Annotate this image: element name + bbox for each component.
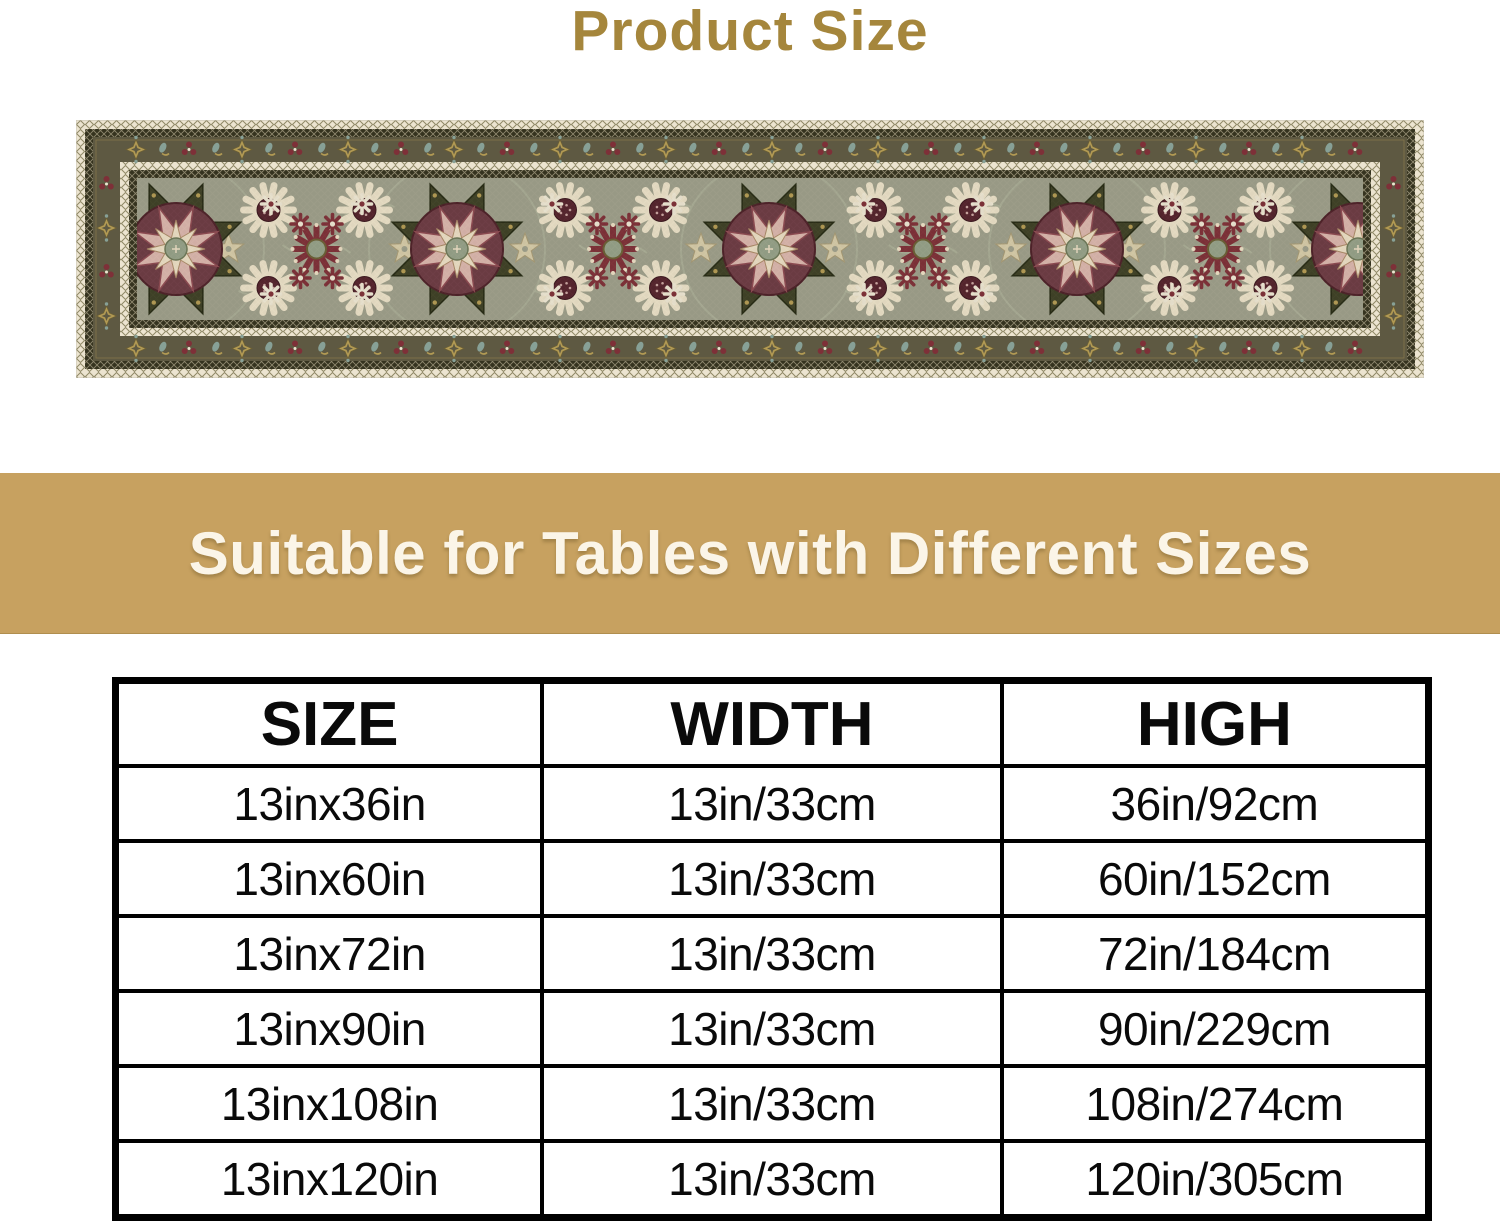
table-row xyxy=(116,916,1429,991)
high-cell: 90in/229cm xyxy=(1002,991,1429,1066)
size-cell: 13inx60in xyxy=(116,841,543,916)
table-row xyxy=(116,991,1429,1066)
width-cell: 13in/33cm xyxy=(542,1141,1002,1218)
column-header-high: HIGH xyxy=(1002,681,1429,767)
table-row xyxy=(116,841,1429,916)
high-cell: 72in/184cm xyxy=(1002,916,1429,991)
high-cell: 108in/274cm xyxy=(1002,1066,1429,1141)
width-cell: 13in/33cm xyxy=(542,1066,1002,1141)
size-cell: 13inx36in xyxy=(116,766,543,841)
column-header-width: WIDTH xyxy=(542,681,1002,767)
suitability-banner xyxy=(0,473,1500,634)
table-row xyxy=(116,766,1429,841)
width-cell: 13in/33cm xyxy=(542,841,1002,916)
size-cell: 13inx120in xyxy=(116,1141,543,1218)
table-row xyxy=(116,1141,1429,1218)
high-cell: 36in/92cm xyxy=(1002,766,1429,841)
size-cell: 13inx108in xyxy=(116,1066,543,1141)
size-cell: 13inx90in xyxy=(116,991,543,1066)
high-cell: 60in/152cm xyxy=(1002,841,1429,916)
column-header-size: SIZE xyxy=(116,681,543,767)
width-cell: 13in/33cm xyxy=(542,766,1002,841)
high-cell: 120in/305cm xyxy=(1002,1141,1429,1218)
table-runner-image xyxy=(76,120,1424,378)
banner-text: Suitable for Tables with Different Sizes xyxy=(188,519,1312,587)
page-title: Product Size xyxy=(571,0,929,63)
size-cell: 13inx72in xyxy=(116,916,543,991)
persian-runner-graphic xyxy=(76,120,1424,378)
width-cell: 13in/33cm xyxy=(542,991,1002,1066)
size-table xyxy=(112,677,1432,1221)
size-table-header-row xyxy=(116,681,1429,767)
width-cell: 13in/33cm xyxy=(542,916,1002,991)
table-row xyxy=(116,1066,1429,1141)
